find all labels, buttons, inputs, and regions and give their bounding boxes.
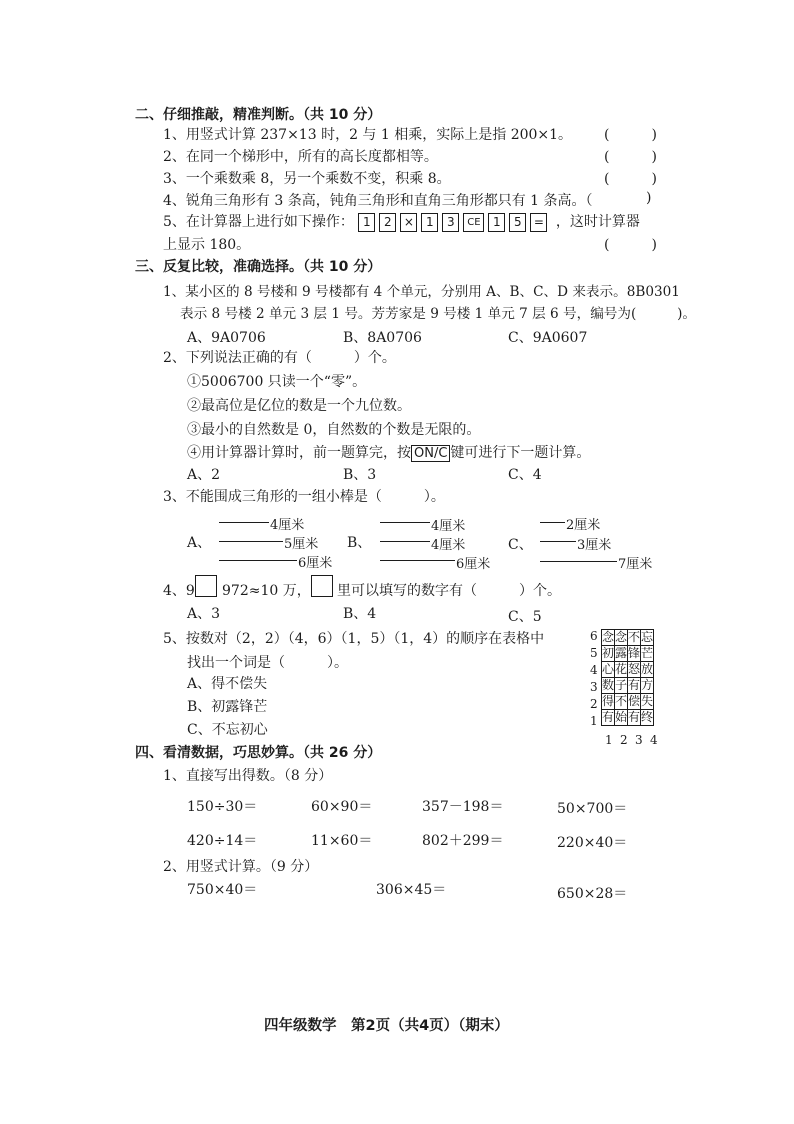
choice-q2-stem: 2、下列说法正确的有（ ）个。 [163, 350, 396, 366]
grid-row-6 [602, 630, 654, 646]
grid-cell: 不 [628, 630, 641, 644]
row-label: 3 [590, 680, 598, 694]
grid-row-2 [602, 694, 654, 710]
row-label: 6 [590, 629, 598, 643]
q1-option-b[interactable]: B、8A0706 [343, 330, 422, 346]
q1-option-a[interactable]: A、9A0706 [187, 330, 266, 346]
stick-b-2-label: 4厘米 [431, 538, 466, 553]
choice-q5-line2: 找出一个词是（ ）。 [187, 655, 348, 671]
stick-a-1 [219, 522, 269, 523]
col-label: 3 [635, 733, 643, 747]
stick-c-2 [540, 541, 576, 542]
q2-option-c[interactable]: C、4 [508, 467, 542, 483]
grid-row-4 [602, 662, 654, 678]
calc-key-1b: 1 [421, 213, 438, 232]
section-3-heading: 三、反复比较，准确选择。（共 10 分） [135, 259, 382, 275]
grid-cell: 失 [641, 694, 654, 708]
judge-item-1: 1、用竖式计算 237×13 时，2 与 1 相乘，实际上是指 200×1。 [163, 127, 573, 143]
calc-key-ce: CE [463, 213, 484, 232]
vertical-calc[interactable]: 750×40＝ [187, 882, 258, 898]
grid-cell: 不 [615, 694, 628, 708]
grid-cell: 偿 [628, 694, 641, 708]
choice-q5-line1: 5、按数对（2，2）（4，6）（1，5）（1，4）的顺序在表格中 [163, 631, 545, 647]
q3-option-a[interactable]: A、 [187, 535, 212, 551]
q2-statement-4-pre: ④用计算器计算时，前一题算完，按 [187, 445, 411, 461]
answer-paren-2[interactable]: ( ) [604, 149, 657, 165]
stick-c-2-label: 3厘米 [577, 538, 612, 553]
choice-q4-pre: 4、9 [163, 583, 195, 599]
answer-paren-1[interactable]: ( ) [604, 127, 657, 143]
choice-q1-line2: 表示 8 号楼 2 单元 3 层 1 号。芳芳家是 9 号楼 1 单元 7 层 6 号，编号为( )。 [180, 306, 696, 322]
calc-key-1c: 1 [488, 213, 505, 232]
q3-option-c[interactable]: C、 [508, 537, 533, 553]
grid-cell: 终 [641, 710, 654, 724]
judge-item-5-suffix: ，这时计算器 [555, 214, 640, 230]
grid-cell: 心 [602, 662, 615, 676]
grid-cell: 念 [602, 630, 615, 644]
page-footer: 四年级数学 第2页（共4页）（期末） [264, 1018, 509, 1034]
mental-calc[interactable]: 50×700＝ [557, 801, 628, 817]
calc-key-1: 1 [358, 213, 375, 232]
mental-calc[interactable]: 11×60＝ [311, 833, 373, 849]
grid-cell: 子 [615, 678, 628, 692]
choice-q4-mid: 972≈10 万， [222, 583, 311, 599]
stick-a-2 [219, 541, 283, 542]
col-label: 1 [605, 733, 613, 747]
stick-c-3 [540, 561, 617, 562]
calc-sub-2: 2、用竖式计算。（9 分） [163, 859, 319, 875]
calc-key-2: 2 [379, 213, 396, 232]
q2-statement-2: ②最高位是亿位的数是一个九位数。 [187, 398, 411, 414]
grid-cell: 念 [615, 630, 628, 644]
grid-cell: 芒 [641, 646, 654, 660]
stick-b-1-label: 4厘米 [431, 519, 466, 534]
grid-cell: 始 [615, 710, 628, 724]
blank-box-reference [311, 575, 333, 597]
stick-c-3-label: 7厘米 [618, 557, 653, 572]
grid-cell: 露 [615, 646, 628, 660]
grid-cell: 有 [602, 710, 615, 724]
on-c-key: ON/C [411, 445, 450, 462]
stick-a-1-label: 4厘米 [270, 518, 305, 533]
grid-cell: 忘 [641, 630, 654, 644]
grid-cell: 怒 [628, 662, 641, 676]
q3-option-b[interactable]: B、 [347, 535, 372, 551]
grid-cell: 得 [602, 694, 615, 708]
mental-calc[interactable]: 802＋299＝ [422, 833, 504, 849]
row-label: 5 [590, 646, 598, 660]
vertical-calc[interactable]: 306×45＝ [376, 882, 447, 898]
mental-calc[interactable]: 357－198＝ [422, 799, 504, 815]
col-label: 2 [620, 733, 628, 747]
grid-row-5 [602, 646, 654, 662]
grid-cell: 花 [615, 662, 628, 676]
q4-option-c[interactable]: C、5 [508, 609, 542, 625]
answer-paren-5[interactable]: ( ) [604, 237, 657, 253]
section-4-heading: 四、看清数据，巧思妙算。（共 26 分） [135, 745, 382, 761]
row-label: 1 [590, 714, 598, 728]
row-label: 2 [590, 697, 598, 711]
answer-paren-3[interactable]: ( ) [604, 171, 657, 187]
stick-a-3 [219, 560, 297, 561]
judge-item-2: 2、在同一个梯形中，所有的高长度都相等。 [163, 149, 438, 165]
q2-statement-4-post: 键可进行下一题计算。 [450, 445, 591, 461]
calc-key-3: 3 [442, 213, 459, 232]
stick-b-3-label: 6厘米 [456, 557, 491, 572]
grid-cell: 方 [641, 678, 654, 692]
q2-statement-3: ③最小的自然数是 0，自然数的个数是无限的。 [187, 422, 481, 438]
q1-option-c[interactable]: C、9A0607 [508, 330, 588, 346]
judge-item-5 [163, 211, 640, 232]
q2-option-b[interactable]: B、3 [343, 467, 377, 483]
grid-cell: 有 [628, 678, 641, 692]
q4-option-b[interactable]: B、4 [343, 606, 377, 622]
calc-sub-1: 1、直接写出得数。（8 分） [163, 768, 333, 784]
judge-item-4: 4、锐角三角形有 3 条高，钝角三角形和直角三角形都只有 1 条高。（ [163, 193, 593, 209]
q5-option-a[interactable]: A、得不偿失 [187, 676, 268, 692]
calc-key-5: 5 [509, 213, 526, 232]
blank-box[interactable] [195, 575, 217, 597]
row-label: 4 [590, 663, 598, 677]
vertical-calc[interactable]: 650×28＝ [557, 886, 628, 902]
mental-calc[interactable]: 60×90＝ [311, 799, 373, 815]
grid-cell: 放 [641, 662, 654, 676]
grid-cell: 有 [628, 710, 641, 724]
choice-q4-post: 里可以填写的数字有（ ）个。 [337, 583, 561, 599]
grid-cell: 数 [602, 678, 615, 692]
section-2-heading: 二、仔细推敲，精准判断。（共 10 分） [135, 107, 382, 123]
mental-calc[interactable]: 220×40＝ [557, 835, 628, 851]
grid-cell: 锋 [628, 646, 641, 660]
grid-row-1 [602, 710, 654, 726]
stick-c-1-label: 2厘米 [566, 518, 601, 533]
stick-a-2-label: 5厘米 [284, 537, 319, 552]
q5-option-c[interactable]: C、不忘初心 [187, 722, 268, 738]
q2-option-a[interactable]: A、2 [187, 467, 221, 483]
judge-item-5-prefix: 5、在计算器上进行如下操作： [163, 214, 354, 230]
choice-q3-stem: 3、不能围成三角形的一组小棒是（ ）。 [163, 489, 445, 505]
mental-calc[interactable]: 420÷14＝ [187, 833, 258, 849]
judge-item-5-line2: 上显示 180。 [163, 237, 251, 253]
col-label: 4 [650, 733, 658, 747]
mental-calc[interactable]: 150÷30＝ [187, 799, 258, 815]
stick-b-3 [380, 560, 455, 561]
stick-b-1 [380, 522, 430, 523]
answer-paren-4-close[interactable]: ) [646, 190, 652, 206]
stick-b-2 [380, 541, 430, 542]
grid-row-3 [602, 678, 654, 694]
choice-q1-line1: 1、某小区的 8 号楼和 9 号楼都有 4 个单元，分别用 A、B、C、D 来表示。8B0301 [163, 284, 680, 300]
judge-item-3: 3、一个乘数乘 8，另一个乘数不变，积乘 8。 [163, 171, 451, 187]
q4-option-a[interactable]: A、3 [187, 606, 221, 622]
stick-a-3-label: 6厘米 [298, 556, 333, 571]
q2-statement-1: ①5006700 只读一个“零”。 [187, 374, 367, 390]
calc-key-equals: = [530, 213, 547, 232]
q5-option-b[interactable]: B、初露锋芒 [187, 699, 268, 715]
stick-c-1 [540, 522, 565, 523]
q2-statement-4 [187, 442, 590, 462]
grid-cell: 初 [602, 646, 615, 660]
calc-key-times: × [400, 213, 417, 232]
